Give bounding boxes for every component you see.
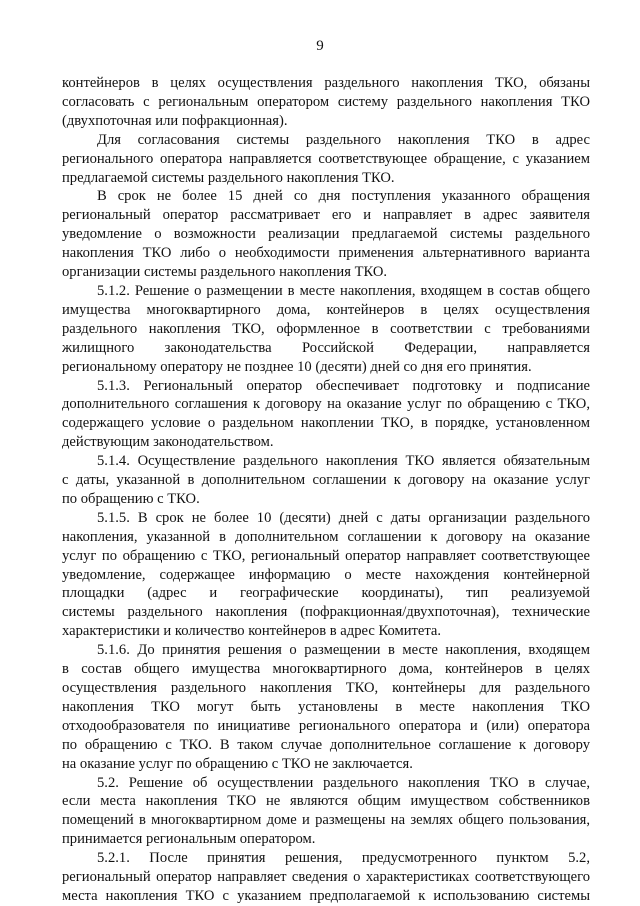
text-line: 5.1.2. Решение о размещении в месте накопления, входящем в состав общего [97, 282, 590, 299]
text-line: региональный оператор рассматривает его и направляет в адрес заявителя [62, 207, 590, 224]
text-line: накопления ТКО могут быть установлены в месте накопления ТКО [62, 698, 590, 715]
paragraph-p-5-1-4 [62, 452, 590, 509]
text-line: накопления, указанной в дополнительном соглашении к договору на оказание [62, 528, 590, 545]
text-line: 5.1.6. До принятия решения о размещении в месте накопления, входящем [97, 642, 590, 659]
text-line: площадки (адрес и географические координаты), тип реализуемой [62, 585, 590, 602]
paragraph-p-intro [62, 74, 590, 131]
paragraph-p-deadline [62, 187, 590, 282]
paragraph-p-5-1-3 [62, 377, 590, 453]
text-line: региональный оператор направляет сведения о характеристиках соответствующего [62, 869, 590, 886]
paragraph-p-5-2-1 [62, 849, 590, 906]
document-body [62, 74, 590, 906]
text-line: уведомление, содержащее информацию о месте нахождения контейнерной [62, 566, 590, 583]
paragraph-p-approval [62, 131, 590, 188]
text-line: В срок не более 15 дней со дня поступления указанного обращения [97, 188, 590, 205]
text-line: предлагаемой системы раздельного накопления ТКО. [62, 169, 395, 186]
text-line: раздельного накопления ТКО, оформленное в соответствии с требованиями [62, 320, 590, 337]
text-line: принимается региональным оператором. [62, 831, 316, 848]
text-line: регионального оператора направляется соответствующее обращение, с указанием [62, 150, 590, 167]
text-line: 5.2. Решение об осуществлении раздельного накопления ТКО в случае, [97, 774, 590, 791]
text-line: на оказание услуг по обращению с ТКО не заключается. [62, 755, 413, 772]
text-line: если места накопления ТКО не являются общим имуществом собственников [62, 793, 590, 810]
text-line: осуществления раздельного накопления ТКО, контейнеры для раздельного [62, 680, 590, 696]
text-line: системы раздельного накопления (пофракционная/двухпоточная), технические [62, 604, 590, 621]
paragraph-p-5-2 [62, 774, 590, 850]
text-line: услуг по обращению с ТКО, региональный оператор направляет соответствующее [62, 547, 590, 564]
paragraph-p-5-1-6 [62, 641, 590, 773]
text-line: Для согласования системы раздельного накопления ТКО в адрес [97, 131, 590, 148]
text-line: контейнеров в целях осуществления раздельного накопления ТКО, обязаны [62, 75, 590, 91]
text-line: действующим законодательством. [62, 434, 274, 451]
text-line: 5.1.5. В срок не более 10 (десяти) дней с даты организации раздельного [97, 509, 590, 526]
text-line: 5.1.3. Региональный оператор обеспечивает подготовку и подписание [97, 377, 590, 394]
page-number: 9 [316, 38, 324, 54]
text-line: содержащего условие о раздельном накоплении ТКО, в порядке, установленном [62, 415, 590, 432]
text-line: дополнительного соглашения к договору на оказание услуг по обращению с ТКО, [62, 396, 590, 413]
text-line: характеристики и количество контейнеров в адрес Комитета. [62, 623, 442, 640]
paragraph-p-5-1-2 [62, 282, 590, 377]
text-line: имущества многоквартирного дома, контейнеров в целях осуществления [62, 301, 590, 318]
text-line: согласовать с региональным оператором систему раздельного накопления ТКО [62, 93, 590, 110]
text-line: места накопления ТКО с указанием предполагаемой к использованию системы [62, 887, 590, 904]
text-line: 5.1.4. Осуществление раздельного накопления ТКО является обязательным [97, 453, 590, 470]
text-line: отходообразователя по инициативе регионального оператора и (или) оператора [62, 717, 590, 734]
text-line: жилищного законодательства Российской Федерации, направляется [62, 339, 590, 356]
text-line: с даты, указанной в дополнительном соглашении к договору на оказание услуг [62, 472, 590, 489]
paragraph-p-5-1-5 [62, 509, 590, 641]
text-line: помещений в многоквартирном доме и размещены на землях общего пользования, [62, 812, 590, 829]
text-line: 5.2.1. После принятия решения, предусмотренного пунктом 5.2, [97, 850, 590, 867]
text-line: организации системы раздельного накопления ТКО. [62, 264, 388, 281]
text-line: региональному оператору не позднее 10 (десяти) дней со дня его принятия. [62, 358, 532, 375]
text-line: по обращению с ТКО. В таком случае дополнительное соглашение к договору [62, 736, 590, 753]
text-line: в состав общего имущества многоквартирного дома, контейнеров в целях [62, 661, 590, 678]
text-line: уведомление о возможности реализации предлагаемой системы раздельного [62, 226, 590, 243]
text-line: по обращению с ТКО. [62, 490, 200, 507]
text-line: (двухпоточная или пофракционная). [62, 112, 288, 129]
text-line: накопления ТКО либо о необходимости применения альтернативного варианта [62, 245, 590, 262]
